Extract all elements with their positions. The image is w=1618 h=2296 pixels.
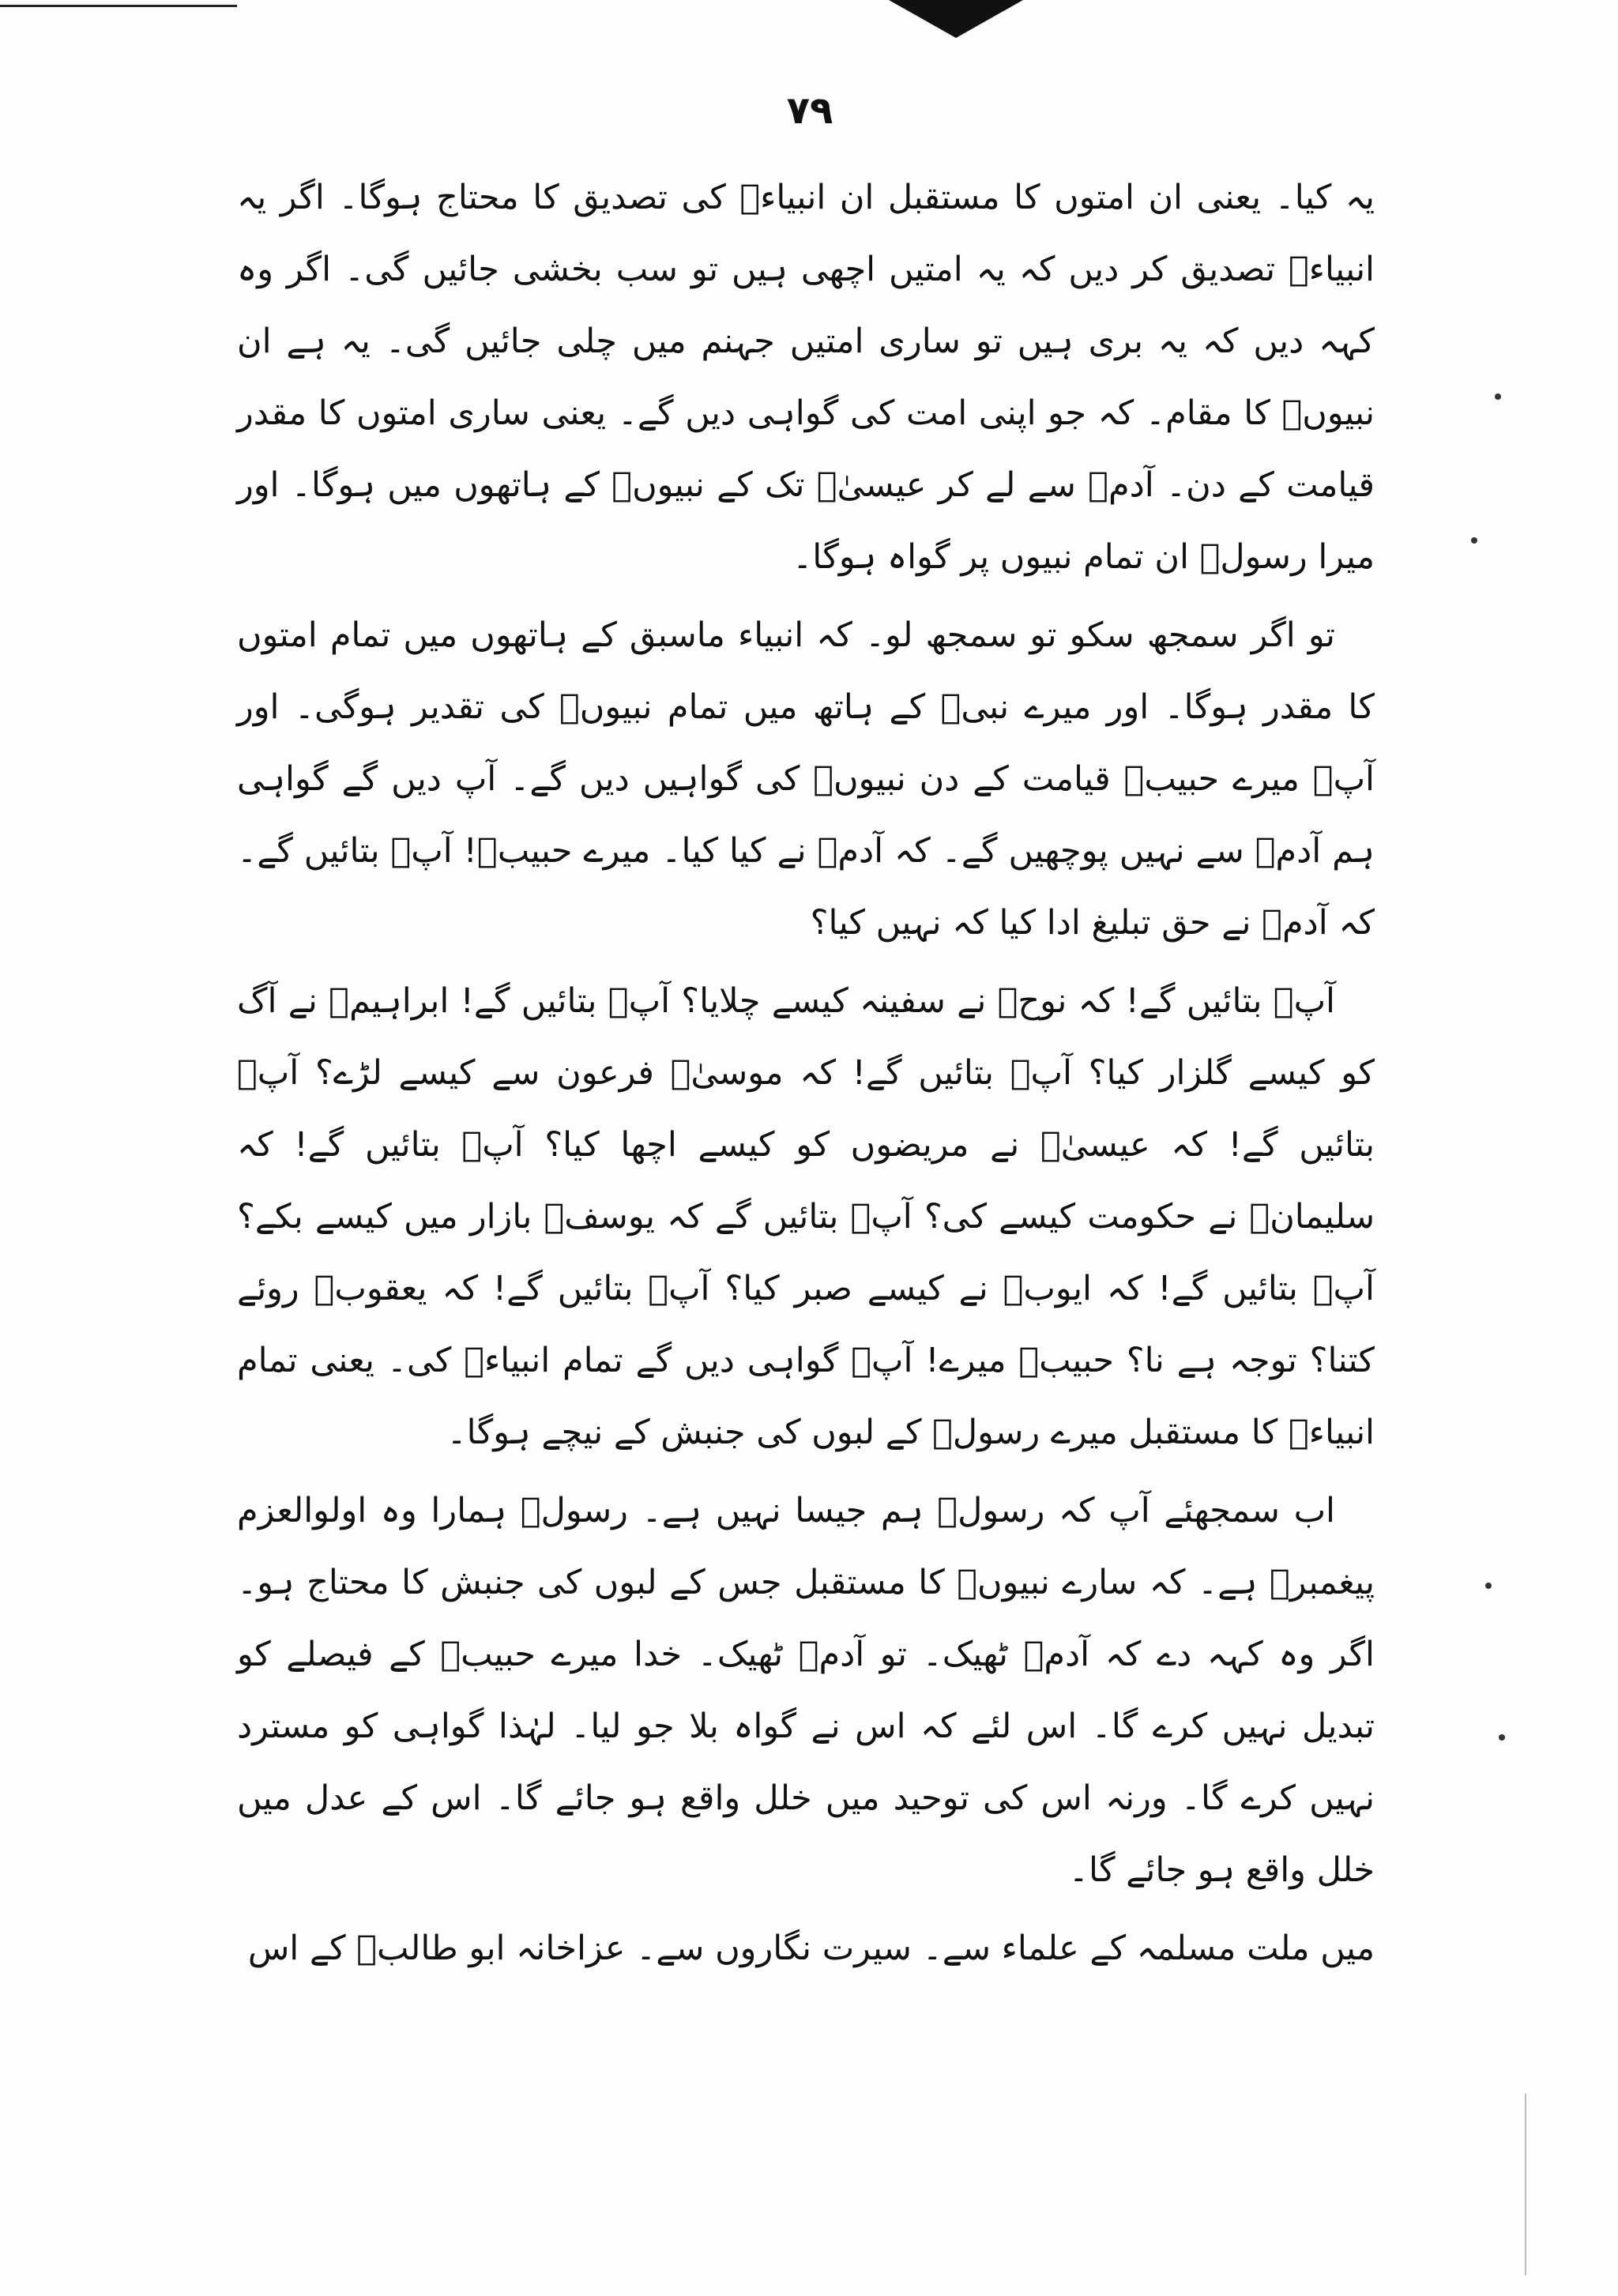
scan-speck bbox=[1485, 1583, 1492, 1589]
paragraph-3: آپؐ بتائیں گے! کہ نوحؑ نے سفینہ کیسے چلایا؟ آپؐ بتائیں گے! ابراہیمؑ نے آگ کو کیسے گلزار کیا؟ آپؐ بتائیں گے! کہ موسیٰؑ فرعون سے کیسے لڑے؟ آپؐ بتائیں گے! کہ عیسیٰؑ نے مریضوں کو کیسے اچھا کیا؟ آپؐ بتائیں گے! کہ سلیمانؑ نے حکومت کیسے کی؟ آپؐ بتائیں گے کہ یوسفؑ بازار میں کیسے بکے؟ آپؐ بتائیں گے! کہ ایوبؑ نے کیسے صبر کیا؟ آپؐ بتائیں گے! کہ یعقوبؑ روئے کتنا؟ توجہ ہے نا؟ حبیبؐ میرے! آپؐ گواہی دیں گے تمام انبیاءؑ کی۔ یعنی تمام انبیاءؑ کا مستقبل میرے رسولؐ کے لبوں کی جنبش کے نیچے ہوگا۔ bbox=[237, 981, 1375, 1452]
scan-edge-mark bbox=[1525, 2094, 1526, 2275]
paragraph-5: میں ملت مسلمہ کے علماء سے۔ سیرت نگاروں سے۔ عزاخانہ ابو طالبؑ کے اس bbox=[247, 1929, 1375, 1968]
paragraph-2: تو اگر سمجھ سکو تو سمجھ لو۔ کہ انبیاء ماسبق کے ہاتھوں میں تمام امتوں کا مقدر ہوگا۔ اور میرے نبیؐ کے ہاتھ میں تمام نبیوںؑ کی تقدیر ہوگی۔ اور آپؐ میرے حبیبؐ قیامت کے دن نبیوںؑ کی گواہیں دیں گے۔ آپ دیں گے گواہی ہم آدمؑ سے نہیں پوچھیں گے۔ کہ آدمؑ نے کیا کیا۔ میرے حبیبؐ! آپؐ بتائیں گے۔ کہ آدمؑ نے حق تبلیغ ادا کیا کہ نہیں کیا؟ bbox=[237, 615, 1375, 943]
top-binding-marker bbox=[889, 0, 1023, 38]
body-text bbox=[237, 162, 1375, 1991]
scan-speck bbox=[1471, 537, 1477, 544]
paragraph-4: اب سمجھئے آپ کہ رسولؐ ہم جیسا نہیں ہے۔ رسولؐ ہمارا وہ اولوالعزم پیغمبرؐ ہے۔ کہ سارے نبیوںؑ کا مستقبل جس کے لبوں کی جنبش کا محتاج ہو۔ اگر وہ کہہ دے کہ آدمؑ ٹھیک۔ تو آدمؑ ٹھیک۔ خدا میرے حبیبؐ کے فیصلے کو تبدیل نہیں کرے گا۔ اس لئے کہ اس نے گواہ بلا جو لیا۔ لہٰذا گواہی کو مسترد نہیں کرے گا۔ ورنہ اس کی توحید میں خلل واقع ہو جائے گا۔ اس کے عدل میں خلل واقع ہو جائے گا۔ bbox=[237, 1491, 1375, 1890]
scan-speck bbox=[1499, 1734, 1505, 1741]
scan-speck bbox=[1495, 393, 1501, 400]
top-edge-rule bbox=[0, 5, 237, 7]
page-number: ۷۹ bbox=[786, 88, 833, 133]
paragraph-1: یہ کیا۔ یعنی ان امتوں کا مستقبل ان انبیاءؑ کی تصدیق کا محتاج ہوگا۔ اگر یہ انبیاءؑ تصدیق کر دیں کہ یہ امتیں اچھی ہیں تو سب بخشی جائیں گی۔ اگر وہ کہہ دیں کہ یہ بری ہیں تو ساری امتیں جہنم میں چلی جائیں گی۔ یہ ہے ان نبیوںؑ کا مقام۔ کہ جو اپنی امت کی گواہی دیں گے۔ یعنی ساری امتوں کا مقدر قیامت کے دن۔ آدمؑ سے لے کر عیسیٰؑ تک کے نبیوںؑ کے ہاتھوں میں ہوگا۔ اور میرا رسولؐ ان تمام نبیوں پر گواہ ہوگا۔ bbox=[237, 178, 1375, 577]
